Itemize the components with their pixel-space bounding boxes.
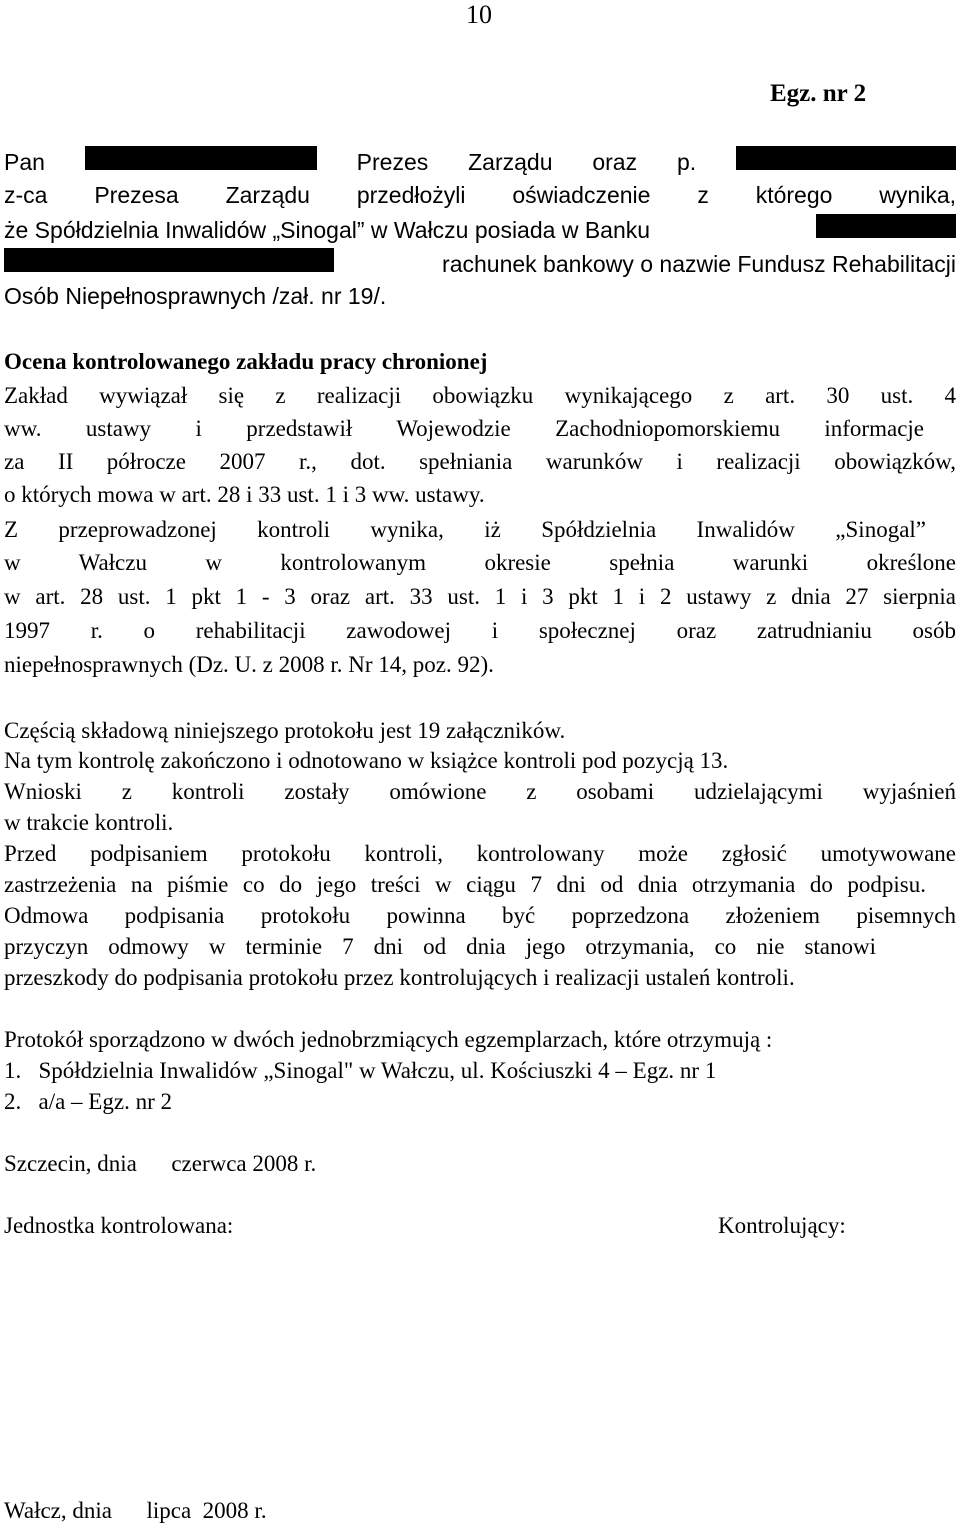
intro-word-p: p. bbox=[676, 149, 697, 175]
redaction-box bbox=[816, 214, 956, 238]
closing-line: Przed podpisaniem protokołu kontroli, kontrolowany może zgłosić umotywowane bbox=[4, 841, 956, 866]
assessment-line: ww. ustawy i przedstawił Wojewodzie Zachodniopomorskiemu informacje bbox=[4, 416, 924, 441]
intro-line-3 bbox=[4, 214, 956, 245]
copies-list-item: 2. a/a – Egz. nr 2 bbox=[4, 1089, 172, 1114]
intro-line-2: z-ca Prezesa Zarządu przedłożyli oświadczenie z którego wynika, bbox=[4, 182, 956, 208]
intro-line-4-text: rachunek bankowy o nazwie Fundusz Rehabilitacji bbox=[442, 251, 956, 277]
closing-line: Na tym kontrolę zakończono i odnotowano w książce kontroli pod pozycją 13. bbox=[4, 748, 729, 773]
assessment-line: niepełnosprawnych (Dz. U. z 2008 r. Nr 14, poz. 92). bbox=[4, 652, 494, 677]
signature-label-left: Jednostka kontrolowana: bbox=[4, 1213, 234, 1238]
intro-word-pan: Pan bbox=[4, 149, 45, 175]
copy-label: Egz. nr 2 bbox=[770, 80, 867, 107]
closing-line: Odmowa podpisania protokołu powinna być poprzedzona złożeniem pisemnych bbox=[4, 903, 956, 928]
intro-line-1 bbox=[4, 146, 956, 177]
copies-intro: Protokół sporządzono w dwóch jednobrzmiących egzemplarzach, które otrzymują : bbox=[4, 1027, 773, 1052]
intro-word-zarzadu: Zarządu bbox=[468, 149, 553, 175]
assessment-line: o których mowa w art. 28 i 33 ust. 1 i 3 ww. ustawy. bbox=[4, 482, 485, 507]
redaction-box bbox=[85, 146, 317, 170]
place-date: Wałcz, dnia lipca 2008 r. bbox=[4, 1498, 267, 1523]
closing-line: Częścią składową niniejszego protokołu jest 19 załączników. bbox=[4, 718, 566, 743]
assessment-line: w Wałczu w kontrolowanym okresie spełnia warunki określone bbox=[4, 550, 956, 575]
intro-word-oraz: oraz bbox=[592, 149, 638, 175]
assessment-line: w art. 28 ust. 1 pkt 1 - 3 oraz art. 33 ust. 1 i 3 pkt 1 i 2 ustawy z dnia 27 sierpnia bbox=[4, 584, 956, 609]
closing-line: w trakcie kontroli. bbox=[4, 810, 174, 835]
assessment-line: Z przeprowadzonej kontroli wynika, iż Spółdzielnia Inwalidów „Sinogal” bbox=[4, 517, 926, 542]
assessment-line: za II półrocze 2007 r., dot. spełniania warunków i realizacji obowiązków, bbox=[4, 449, 956, 474]
intro-word-prezes: Prezes bbox=[356, 149, 429, 175]
page-number: 10 bbox=[466, 0, 492, 29]
redaction-box bbox=[736, 146, 956, 170]
intro-line-3-text: że Spółdzielnia Inwalidów „Sinogal” w Wałczu posiada w Banku bbox=[4, 217, 651, 243]
closing-line: Wnioski z kontroli zostały omówione z osobami udzielającymi wyjaśnień bbox=[4, 779, 956, 804]
closing-line: przeszkody do podpisania protokołu przez kontrolujących i realizacji ustaleń kontroli. bbox=[4, 965, 795, 990]
assessment-line: 1997 r. o rehabilitacji zawodowej i społecznej oraz zatrudnianiu osób bbox=[4, 618, 956, 643]
assessment-line: Zakład wywiązał się z realizacji obowiązku wynikającego z art. 30 ust. 4 bbox=[4, 383, 956, 408]
section-heading: Ocena kontrolowanego zakładu pracy chronionej bbox=[4, 349, 488, 374]
copies-list-item: 1. Spółdzielnia Inwalidów „Sinogal" w Wałczu, ul. Kościuszki 4 – Egz. nr 1 bbox=[4, 1058, 717, 1083]
closing-line: przyczyn odmowy w terminie 7 dni od dnia jego otrzymania, co nie stanowi bbox=[4, 934, 876, 959]
signature-label-right: Kontrolujący: bbox=[718, 1213, 846, 1238]
redaction-box bbox=[4, 248, 334, 272]
intro-line-4 bbox=[4, 248, 956, 279]
closing-line: zastrzeżenia na piśmie co do jego treści w ciągu 7 dni od dnia otrzymania do podpisu. bbox=[4, 872, 926, 897]
intro-line-5: Osób Niepełnosprawnych /zał. nr 19/. bbox=[4, 283, 387, 309]
place-date: Szczecin, dnia czerwca 2008 r. bbox=[4, 1151, 317, 1176]
